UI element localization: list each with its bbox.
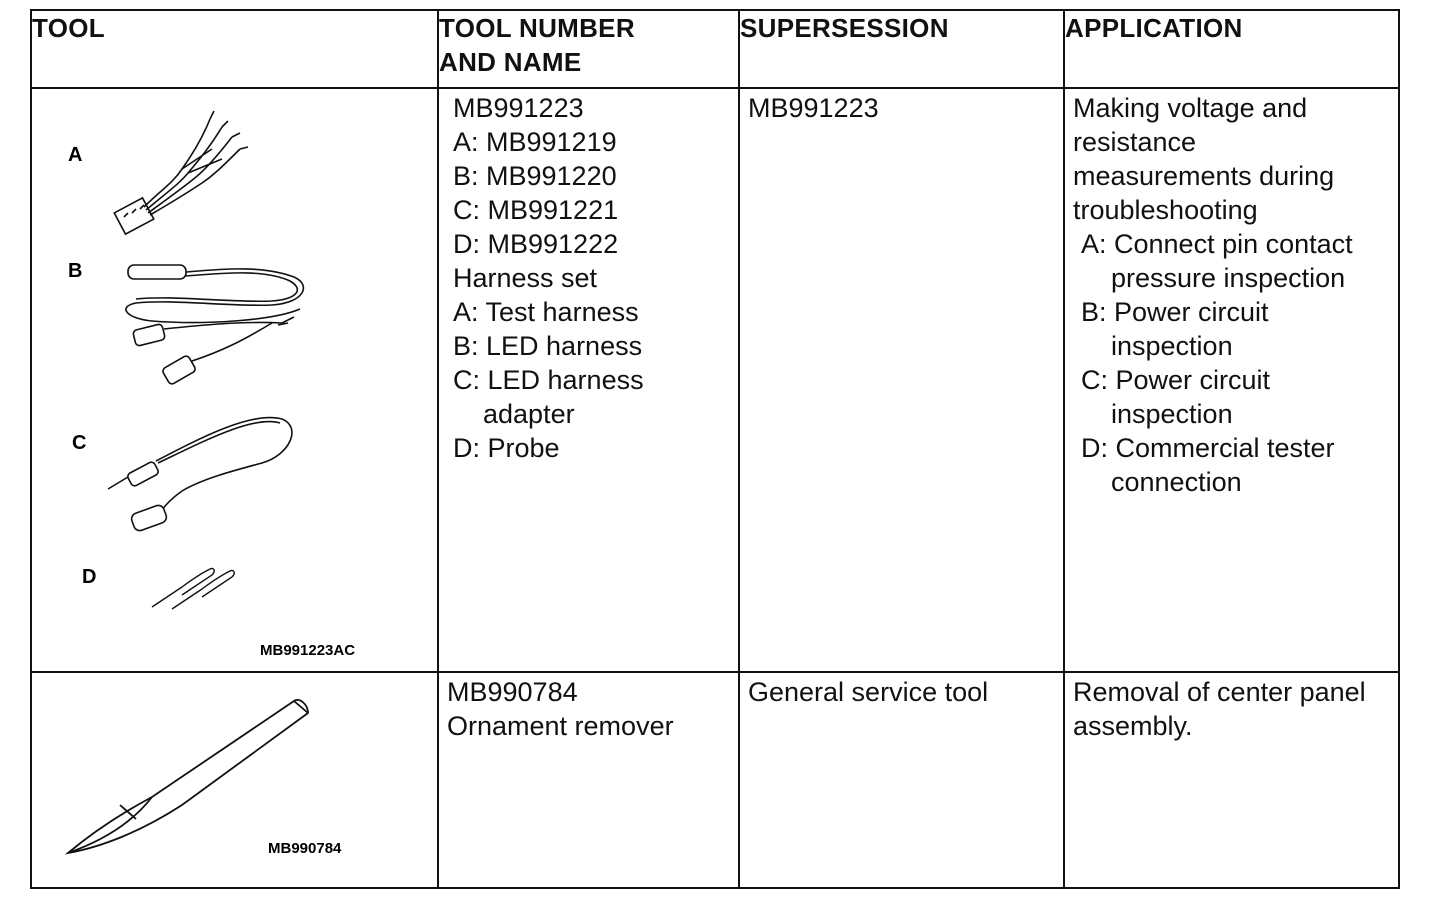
tool-illustration-cell xyxy=(31,88,438,672)
header-application: APPLICATION xyxy=(1064,10,1399,88)
application-line: pressure inspection xyxy=(1111,263,1346,293)
application-line: A: Connect pin contact xyxy=(1081,229,1353,259)
ornament-remover-illustration xyxy=(32,673,437,887)
tool-illustration-cell xyxy=(31,672,438,888)
supersession-value: General service tool xyxy=(748,677,989,707)
led-adapter-icon xyxy=(108,418,292,533)
label-d: D xyxy=(82,566,97,588)
label-a: A xyxy=(68,144,83,166)
application-line: Making voltage and xyxy=(1073,93,1308,123)
application-line: Removal of center panel xyxy=(1073,677,1366,707)
table-row xyxy=(31,672,1399,888)
led-harness-icon xyxy=(126,265,304,385)
application-cell xyxy=(1064,672,1399,888)
tool-number-line: D: Probe xyxy=(453,433,560,463)
ornament-remover-icon xyxy=(68,700,308,853)
application-cell xyxy=(1064,88,1399,672)
probe-icon xyxy=(152,568,234,609)
supersession-cell xyxy=(739,88,1064,672)
tool-number-line: C: LED harness xyxy=(453,365,644,395)
tool-number-line: Harness set xyxy=(453,263,598,293)
application-line: troubleshooting xyxy=(1073,195,1258,225)
harness-set-illustration xyxy=(32,89,437,671)
label-c: C xyxy=(72,432,87,454)
header-tool-number: TOOL NUMBER AND NAME xyxy=(438,10,739,88)
application-line: measurements during xyxy=(1073,161,1335,191)
illustration-code: MB990784 xyxy=(268,840,342,857)
supersession-value: MB991223 xyxy=(748,93,879,123)
application-line: connection xyxy=(1111,467,1242,497)
tool-number-line: Ornament remover xyxy=(447,711,674,741)
application-line: C: Power circuit xyxy=(1081,365,1271,395)
header-tool: TOOL xyxy=(31,10,438,88)
tool-number-line: D: MB991222 xyxy=(453,229,619,259)
tool-number-cell xyxy=(438,672,739,888)
supersession-cell xyxy=(739,672,1064,888)
tool-number-line: A: MB991219 xyxy=(453,127,617,157)
tool-number-line: B: MB991220 xyxy=(453,161,617,191)
table-row xyxy=(31,88,1399,672)
special-tools-table xyxy=(30,9,1400,889)
test-harness-icon xyxy=(114,111,248,234)
application-line: D: Commercial tester xyxy=(1081,433,1335,463)
label-b: B xyxy=(68,260,83,282)
header-row xyxy=(31,10,1399,88)
tool-number-line: adapter xyxy=(483,399,575,429)
tool-number-line: B: LED harness xyxy=(453,331,643,361)
application-line: B: Power circuit xyxy=(1081,297,1269,327)
tool-number-line: A: Test harness xyxy=(453,297,639,327)
application-line: assembly. xyxy=(1073,711,1193,741)
header-supersession: SUPERSESSION xyxy=(739,10,1064,88)
application-line: resistance xyxy=(1073,127,1197,157)
tool-number-line: C: MB991221 xyxy=(453,195,619,225)
tool-number-line: MB990784 xyxy=(447,677,578,707)
application-line: inspection xyxy=(1111,331,1233,361)
illustration-code: MB991223AC xyxy=(260,642,356,659)
tool-number-line: MB991223 xyxy=(453,93,584,123)
tool-number-cell xyxy=(438,88,739,672)
application-line: inspection xyxy=(1111,399,1233,429)
